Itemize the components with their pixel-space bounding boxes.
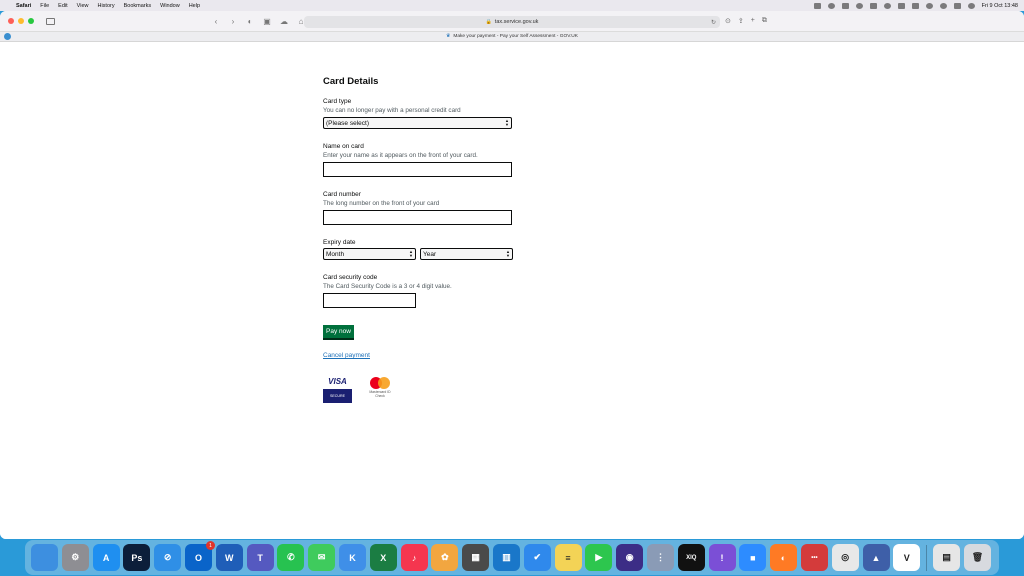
card-details-form (323, 76, 523, 403)
expiry-date-group (323, 239, 523, 260)
teams-glyph: T (257, 552, 263, 563)
app-store-glyph: A (102, 552, 110, 563)
close-window-button[interactable] (8, 18, 14, 24)
facetime-icon[interactable] (585, 544, 612, 571)
photos-glyph: ✿ (441, 552, 449, 562)
reload-icon[interactable]: ↻ (710, 19, 716, 26)
safari-icon[interactable] (154, 544, 181, 571)
trello-glyph: ▥ (502, 552, 511, 562)
card-number-hint: The long number on the front of your card (323, 200, 440, 207)
name-on-card-label: Name on card (323, 143, 364, 150)
messages-icon[interactable] (308, 544, 335, 571)
select-arrows-icon: ▲ ▼ (506, 248, 510, 258)
new-tab-icon[interactable]: + (750, 17, 755, 24)
vectorworks-icon[interactable] (893, 544, 920, 571)
menu-history[interactable]: History (97, 2, 115, 9)
word-glyph: W (225, 552, 234, 563)
page-content (0, 43, 1024, 539)
feedback-glyph: ! (720, 552, 724, 563)
clock-icon[interactable] (856, 3, 863, 9)
extension-icon[interactable]: ▣ (263, 16, 271, 26)
excel-icon[interactable] (370, 544, 397, 571)
photos-icon[interactable] (431, 544, 458, 571)
security-code-group (323, 274, 523, 308)
pay-now-button[interactable]: Pay now (323, 325, 354, 338)
battery-icon[interactable] (912, 3, 919, 9)
minimize-window-button[interactable] (18, 18, 24, 24)
zoom-icon[interactable] (739, 544, 766, 571)
mastercard-icon (370, 377, 390, 389)
dock-separator (926, 545, 927, 571)
select-arrows-icon: ▲ ▼ (409, 248, 413, 258)
keynote-glyph: K (349, 552, 356, 563)
firefox-glyph: ◐ (780, 552, 787, 563)
siri-icon[interactable] (616, 544, 643, 571)
sidebar-toggle-icon[interactable] (46, 18, 55, 25)
messages-glyph: ✉ (317, 552, 326, 562)
vectorworks-status-icon[interactable] (814, 3, 821, 9)
downloads-toolbar-icon[interactable]: ⊙ (725, 18, 731, 25)
volume-icon[interactable] (898, 3, 905, 9)
tasks-glyph: ✔ (533, 552, 542, 562)
keynote-icon[interactable] (339, 544, 366, 571)
whatsapp-icon[interactable] (277, 544, 304, 571)
visa-secure-logo (323, 377, 352, 403)
navigation-buttons (212, 17, 305, 25)
card-type-label: Card type (323, 98, 352, 105)
browser-window (0, 11, 1024, 539)
more-glyph: ••• (811, 554, 818, 561)
photoshop-icon[interactable] (123, 544, 150, 571)
menu-file[interactable]: File (40, 2, 50, 9)
back-icon[interactable]: ‹ (214, 16, 218, 26)
feedback-icon[interactable] (709, 544, 736, 571)
card-type-hint: You can no longer pay with a personal credit card (323, 107, 461, 114)
visa-secure-label: SECURE (323, 389, 352, 403)
toolbar-right (725, 17, 767, 25)
safari-glyph: ⊘ (163, 552, 172, 562)
music-icon[interactable] (401, 544, 428, 571)
security-code-hint: The Card Security Code is a 3 or 4 digit value. (323, 283, 452, 290)
downloads-glyph: ▤ (942, 552, 951, 562)
share-icon[interactable]: ⇪ (737, 18, 744, 25)
notes-icon[interactable] (555, 544, 582, 571)
active-tab[interactable] (0, 34, 1024, 39)
creative-cloud-icon[interactable] (828, 3, 835, 9)
notes-glyph: ≡ (565, 552, 571, 563)
visa-wordmark: VISA (328, 377, 347, 386)
photoshop-glyph: Ps (131, 552, 143, 563)
forward-icon[interactable]: › (231, 16, 235, 26)
cloud-icon[interactable]: ☁ (280, 16, 288, 26)
home-icon[interactable]: ⌂ (298, 16, 304, 26)
spotlight-icon[interactable] (940, 3, 947, 9)
outlook-icon[interactable] (185, 544, 212, 571)
facetime-glyph: ▶ (595, 552, 603, 562)
siri-menu-icon[interactable] (968, 3, 975, 9)
dropbox-icon[interactable] (842, 3, 849, 9)
browser-toolbar (0, 11, 1024, 32)
name-on-card-input[interactable] (323, 162, 512, 177)
dock (25, 540, 999, 575)
address-bar[interactable] (304, 16, 720, 28)
card-logos (323, 377, 523, 403)
security-code-input[interactable] (323, 293, 416, 308)
vectorworks-glyph: V (903, 552, 910, 563)
page-title: Card Details (323, 76, 379, 87)
xiq-cms-icon[interactable] (678, 544, 705, 571)
siri-glyph: ◉ (625, 552, 634, 562)
security-code-label: Card security code (323, 274, 378, 281)
system-preferences-icon[interactable] (62, 544, 89, 571)
launchpad-icon[interactable] (647, 544, 674, 571)
mastercard-text: Mastercard ID Check (369, 390, 391, 398)
tab-title: Make your payment - Pay your Self Assessment - GOV.UK (453, 34, 578, 39)
expiry-year-value: Year (423, 250, 437, 258)
menu-bookmarks[interactable]: Bookmarks (123, 2, 152, 9)
card-number-group (323, 191, 523, 225)
tab-overview-icon[interactable]: ⧉ (761, 17, 767, 24)
menubar-clock[interactable]: Fri 9 Oct 13:48 (981, 2, 1018, 9)
music-glyph: ♪ (411, 552, 417, 563)
zoom-window-button[interactable] (28, 18, 34, 24)
nordvpn-glyph: ▲ (871, 552, 881, 563)
nordvpn-icon[interactable] (863, 544, 890, 571)
select-arrows-icon: ▲ ▼ (505, 117, 509, 127)
mastercard-id-check-logo (369, 377, 391, 398)
more-icon[interactable] (801, 544, 828, 571)
word-icon[interactable] (216, 544, 243, 571)
menu-edit[interactable]: Edit (58, 2, 68, 9)
trash-glyph: 🗑 (971, 552, 984, 562)
firefox-icon[interactable] (770, 544, 797, 571)
name-on-card-group (323, 143, 523, 177)
xiq-cms-glyph: XIQ (686, 554, 697, 561)
lock-icon: 🔒 (485, 19, 492, 25)
menu-app-name[interactable]: Safari (16, 2, 32, 9)
trello-icon[interactable] (493, 544, 520, 571)
tab-bar (0, 32, 1024, 42)
url-text: tax.service.gov.uk (494, 19, 539, 25)
card-number-label: Card number (323, 191, 361, 198)
zoom-glyph: ■ (750, 552, 756, 563)
menu-view[interactable]: View (76, 2, 89, 9)
expiry-year-select[interactable] (420, 248, 513, 260)
expiry-month-value: Month (326, 250, 345, 258)
trash-icon[interactable] (964, 544, 991, 571)
wifi-icon[interactable] (926, 3, 933, 9)
excel-glyph: X (380, 552, 387, 563)
app-store-icon[interactable] (93, 544, 120, 571)
card-type-select[interactable] (323, 117, 512, 129)
menu-bar (0, 0, 1024, 11)
whatsapp-glyph: ✆ (287, 552, 295, 562)
finder-icon[interactable] (31, 544, 58, 571)
notification-badge: 1 (206, 541, 215, 550)
outlook-glyph: O (194, 552, 202, 563)
chrome-glyph: ◎ (841, 552, 850, 562)
calculator-glyph: ▦ (471, 552, 480, 562)
privacy-shield-icon[interactable]: ◐ (247, 16, 253, 26)
card-type-group (323, 98, 523, 129)
system-preferences-glyph: ⚙ (71, 552, 80, 562)
bluetooth-icon[interactable] (884, 3, 891, 9)
name-on-card-hint: Enter your name as it appears on the front of your card. (323, 152, 478, 159)
card-type-value: (Please select) (326, 119, 369, 127)
display-icon[interactable] (870, 3, 877, 9)
teams-icon[interactable] (247, 544, 274, 571)
expiry-date-label: Expiry date (323, 239, 356, 246)
control-center-icon[interactable] (954, 3, 961, 9)
chrome-icon[interactable] (832, 544, 859, 571)
launchpad-glyph: ⋮ (655, 552, 665, 562)
card-number-input[interactable] (323, 210, 512, 225)
menu-window[interactable]: Window (160, 2, 180, 9)
cancel-payment-link[interactable]: Cancel payment (323, 352, 370, 359)
calculator-icon[interactable] (462, 544, 489, 571)
govuk-crown-icon: ♛ (446, 34, 451, 39)
tasks-icon[interactable] (524, 544, 551, 571)
window-controls (8, 18, 34, 24)
expiry-month-select[interactable] (323, 248, 416, 260)
downloads-icon[interactable] (933, 544, 960, 571)
menu-help[interactable]: Help (188, 2, 200, 9)
